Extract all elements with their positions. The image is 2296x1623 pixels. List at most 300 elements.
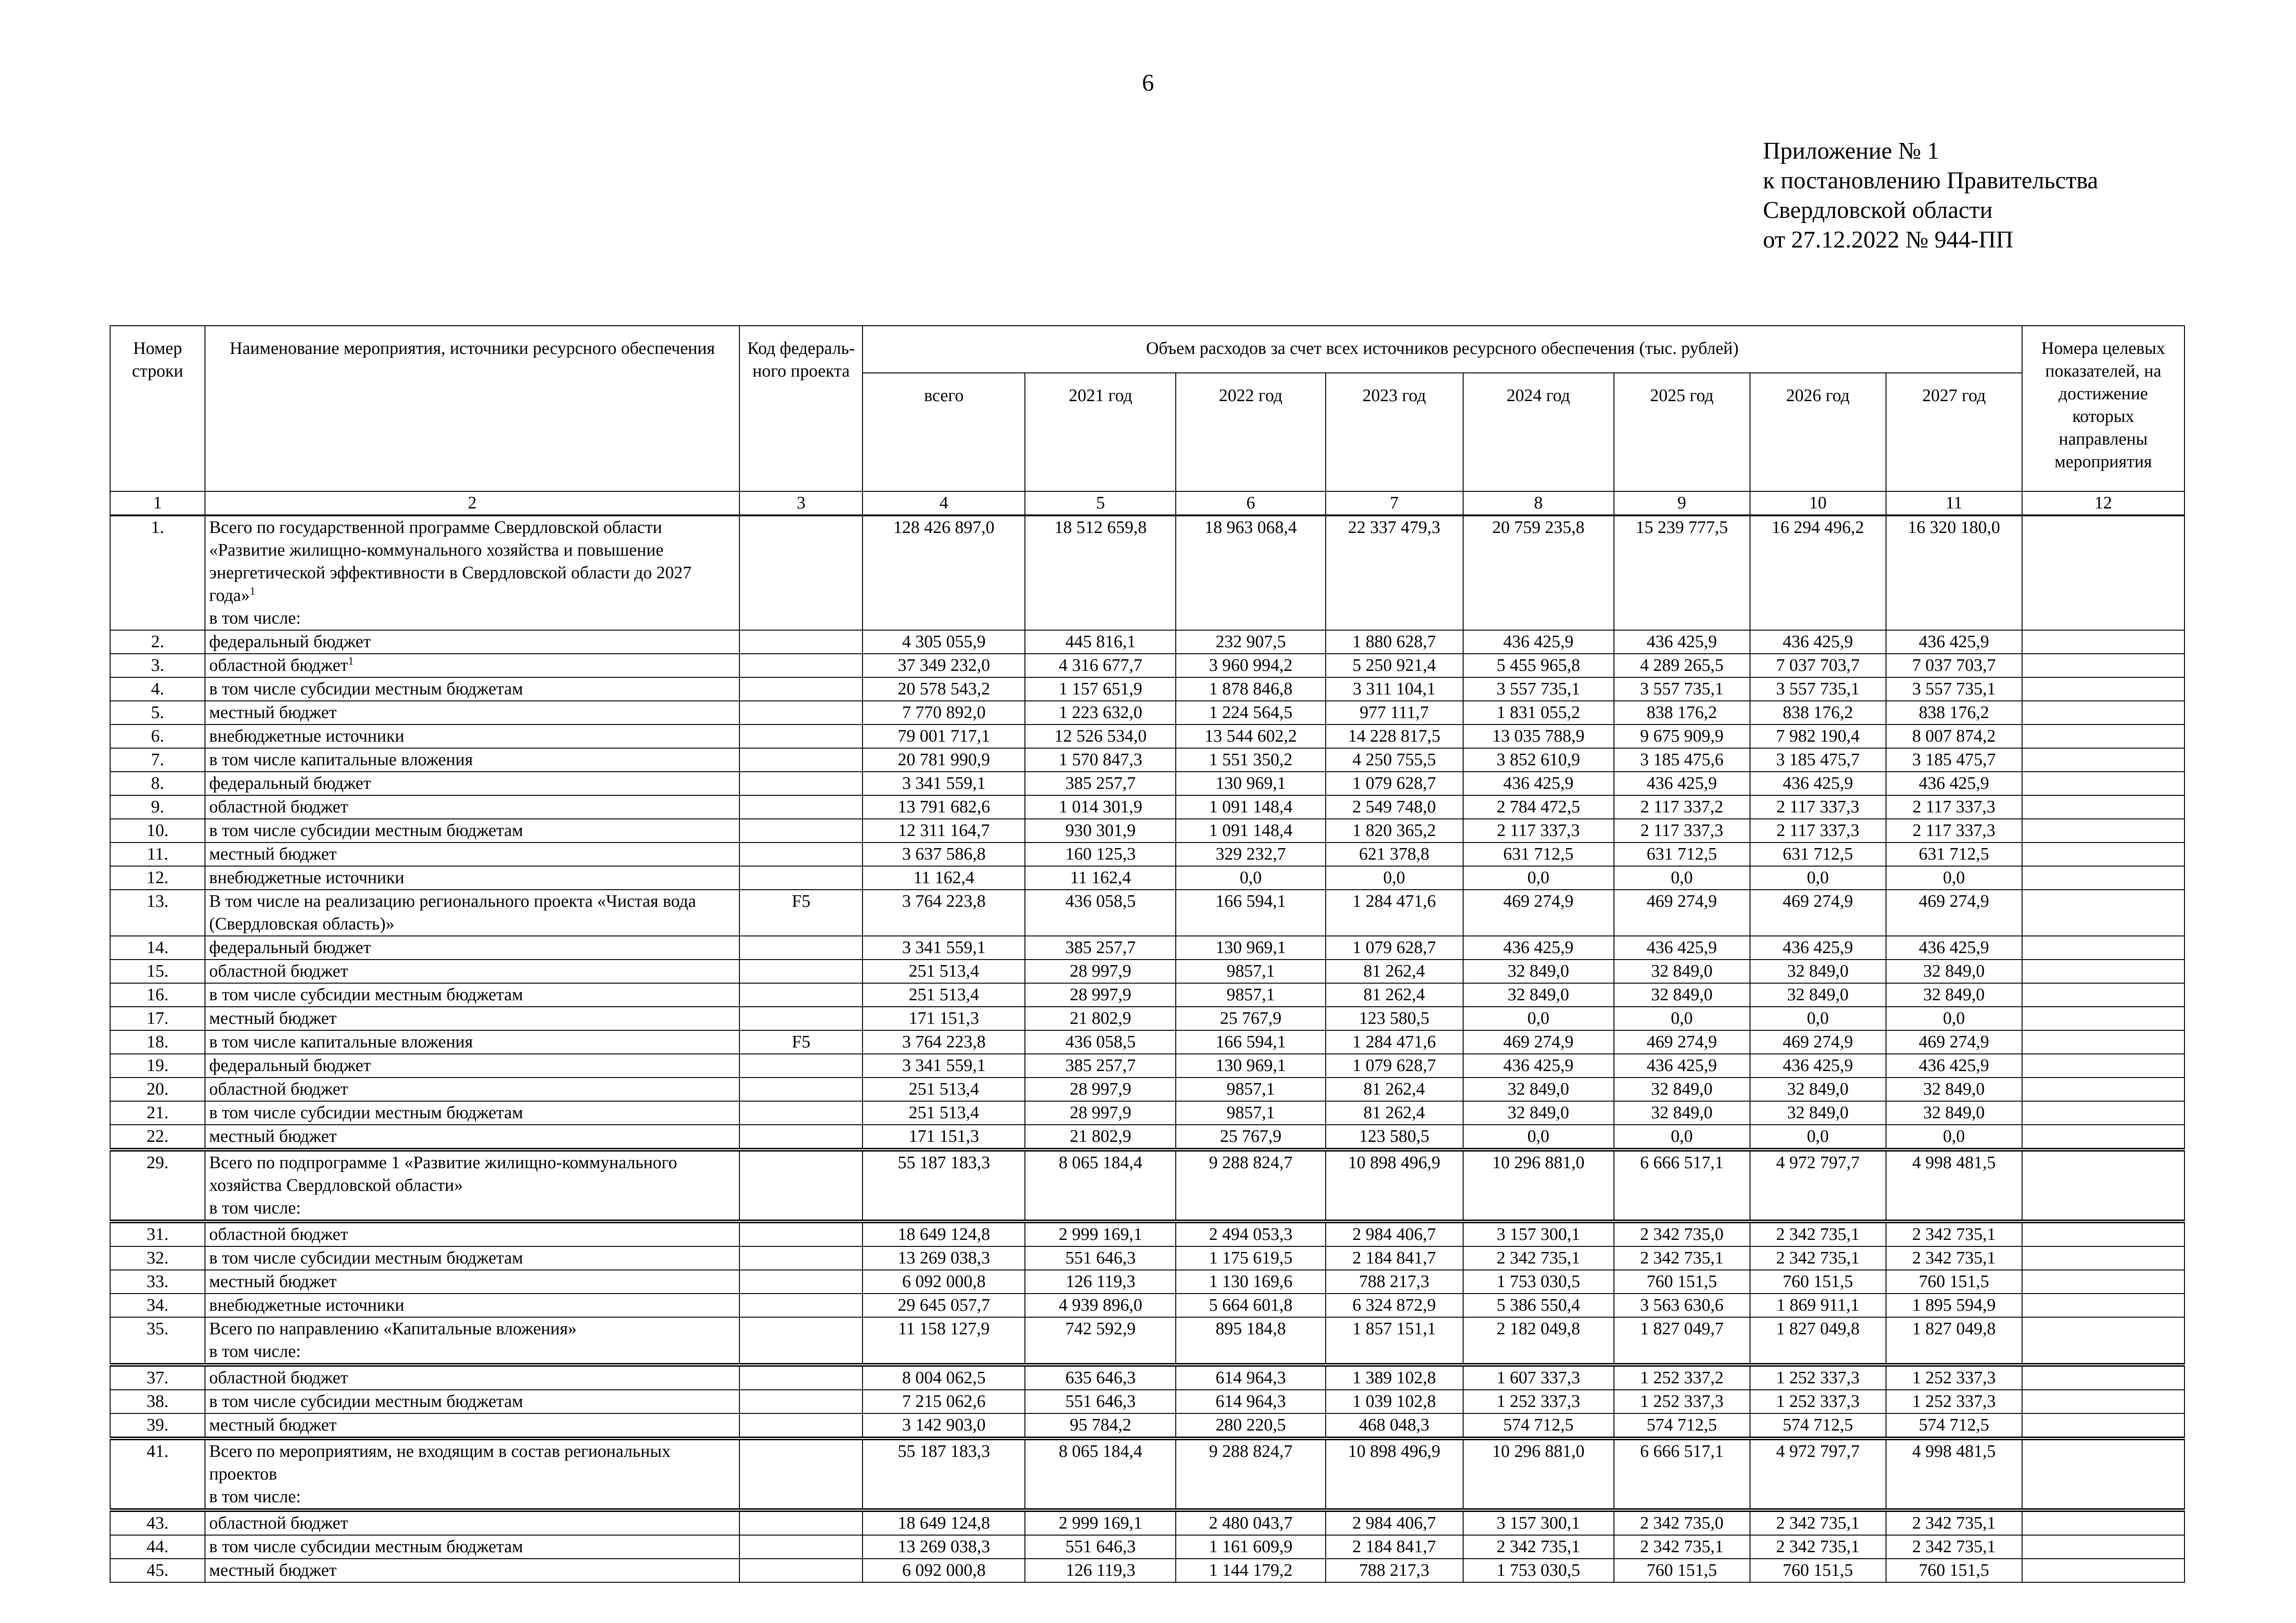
- value-year: 1 252 337,3: [1886, 1365, 2022, 1390]
- value-year: 1 161 609,9: [1176, 1535, 1325, 1559]
- row-name: [205, 890, 739, 936]
- value-year: 895 184,8: [1176, 1317, 1325, 1365]
- table-row: [110, 1125, 2184, 1150]
- row-name-text: федеральный бюджет: [209, 632, 371, 651]
- value-year: 5 386 550,4: [1463, 1294, 1614, 1317]
- value-year: 1 079 628,7: [1326, 772, 1463, 795]
- value-year: 32 849,0: [1463, 1078, 1614, 1101]
- value-year: 2 117 337,3: [1886, 795, 2022, 819]
- value-year: 4 972 797,7: [1750, 1438, 1886, 1510]
- table-row: [110, 1390, 2184, 1413]
- value-year: 1 389 102,8: [1326, 1365, 1463, 1390]
- value-year: 81 262,4: [1326, 1101, 1463, 1125]
- table-row: [110, 819, 2184, 842]
- federal-code: [739, 701, 863, 725]
- value-year: 3 185 475,6: [1614, 748, 1750, 772]
- table-row: [110, 960, 2184, 983]
- value-year: 1 014 301,9: [1025, 795, 1176, 819]
- row-name: [205, 630, 739, 654]
- value-year: 614 964,3: [1176, 1365, 1325, 1390]
- row-name-text: федеральный бюджет: [209, 774, 371, 793]
- target-indicators: [2022, 866, 2184, 890]
- target-indicators: [2022, 1294, 2184, 1317]
- value-year: 8 007 874,2: [1886, 725, 2022, 748]
- value-year: 436 425,9: [1886, 1054, 2022, 1078]
- target-indicators: [2022, 1535, 2184, 1559]
- table-row: [110, 1221, 2184, 1246]
- row-name-text: внебюджетные источники: [209, 868, 404, 887]
- value-year: 551 646,3: [1025, 1246, 1176, 1270]
- value-year: 2 117 337,3: [1614, 819, 1750, 842]
- value-year: 130 969,1: [1176, 772, 1325, 795]
- row-name-text: областной бюджет: [209, 1513, 348, 1533]
- value-year: 635 646,3: [1025, 1365, 1176, 1390]
- table-row: [110, 795, 2184, 819]
- value-year: 2 342 735,0: [1614, 1221, 1750, 1246]
- value-total: 3 637 586,8: [863, 842, 1025, 866]
- row-name-text: областной бюджет: [209, 961, 348, 981]
- table-row: [110, 701, 2184, 725]
- value-year: 28 997,9: [1025, 1101, 1176, 1125]
- row-name-text: федеральный бюджет: [209, 1056, 371, 1075]
- value-year: 0,0: [1886, 1007, 2022, 1030]
- value-year: 930 301,9: [1025, 819, 1176, 842]
- value-year: 469 274,9: [1886, 890, 2022, 936]
- appendix-heading: [1763, 136, 2098, 255]
- value-total: 128 426 897,0: [863, 515, 1025, 630]
- value-year: 1 570 847,3: [1025, 748, 1176, 772]
- header-row-number: Номер строки: [110, 326, 205, 491]
- value-year: 4 998 481,5: [1886, 1438, 2022, 1510]
- federal-code: [739, 1510, 863, 1535]
- value-year: 469 274,9: [1614, 890, 1750, 936]
- row-name-text: В том числе на реализацию регионального проекта «Чистая вода (Свердловская область)»: [209, 892, 696, 934]
- column-number: 8: [1463, 491, 1614, 515]
- value-year: 760 151,5: [1886, 1270, 2022, 1294]
- row-name: [205, 936, 739, 960]
- value-year: 1 157 651,9: [1025, 677, 1176, 701]
- value-year: 1 079 628,7: [1326, 936, 1463, 960]
- value-year: 436 425,9: [1463, 1054, 1614, 1078]
- row-number: 13.: [110, 890, 205, 936]
- column-number: 1: [110, 491, 205, 515]
- federal-code: [739, 960, 863, 983]
- row-name: [205, 842, 739, 866]
- value-year: 5 455 965,8: [1463, 654, 1614, 677]
- value-total: 3 764 223,8: [863, 890, 1025, 936]
- value-year: 32 849,0: [1750, 983, 1886, 1007]
- row-name: [205, 1559, 739, 1582]
- value-year: 760 151,5: [1614, 1559, 1750, 1582]
- target-indicators: [2022, 1101, 2184, 1125]
- value-year: 15 239 777,5: [1614, 515, 1750, 630]
- value-year: 760 151,5: [1886, 1559, 2022, 1582]
- value-year: 32 849,0: [1750, 1078, 1886, 1101]
- value-year: 20 759 235,8: [1463, 515, 1614, 630]
- target-indicators: [2022, 1125, 2184, 1150]
- footnote-mark: 1: [249, 585, 255, 598]
- row-name-text: Всего по направлению «Капитальные вложения»: [209, 1319, 577, 1338]
- value-year: 2 549 748,0: [1326, 795, 1463, 819]
- federal-code: [739, 866, 863, 890]
- target-indicators: [2022, 936, 2184, 960]
- target-indicators: [2022, 1438, 2184, 1510]
- header-row: [110, 326, 2184, 373]
- header-year: 2023 год: [1326, 373, 1463, 491]
- value-year: 9857,1: [1176, 983, 1325, 1007]
- row-name: [205, 1270, 739, 1294]
- target-indicators: [2022, 677, 2184, 701]
- value-year: 32 849,0: [1886, 983, 2022, 1007]
- row-number: 22.: [110, 1125, 205, 1150]
- value-year: 1 827 049,7: [1614, 1317, 1750, 1365]
- value-year: 468 048,3: [1326, 1413, 1463, 1438]
- column-numbers-row: [110, 491, 2184, 515]
- row-name-text: федеральный бюджет: [209, 938, 371, 957]
- column-number: 11: [1886, 491, 2022, 515]
- value-year: 0,0: [1750, 1007, 1886, 1030]
- value-year: 0,0: [1326, 866, 1463, 890]
- value-year: 18 512 659,8: [1025, 515, 1176, 630]
- row-number: 16.: [110, 983, 205, 1007]
- row-number: 45.: [110, 1559, 205, 1582]
- value-year: 2 182 049,8: [1463, 1317, 1614, 1365]
- value-year: 1 091 148,4: [1176, 795, 1325, 819]
- value-year: 25 767,9: [1176, 1125, 1325, 1150]
- page-number: 6: [1142, 70, 1154, 96]
- header-year: 2027 год: [1886, 373, 2022, 491]
- row-name: [205, 1413, 739, 1438]
- value-year: 130 969,1: [1176, 1054, 1325, 1078]
- value-total: 79 001 717,1: [863, 725, 1025, 748]
- row-number: 6.: [110, 725, 205, 748]
- value-year: 1 753 030,5: [1463, 1270, 1614, 1294]
- row-name-text: местный бюджет: [209, 1127, 337, 1146]
- value-year: 4 250 755,5: [1326, 748, 1463, 772]
- target-indicators: [2022, 1270, 2184, 1294]
- value-year: 2 342 735,1: [1614, 1246, 1750, 1270]
- row-name: [205, 795, 739, 819]
- value-total: 3 764 223,8: [863, 1030, 1025, 1054]
- table-row: [110, 1413, 2184, 1438]
- row-name: [205, 1390, 739, 1413]
- value-total: 20 781 990,9: [863, 748, 1025, 772]
- value-year: 0,0: [1886, 1125, 2022, 1150]
- federal-code: [739, 772, 863, 795]
- value-year: 2 117 337,3: [1750, 819, 1886, 842]
- value-year: 1 895 594,9: [1886, 1294, 2022, 1317]
- value-year: 5 664 601,8: [1176, 1294, 1325, 1317]
- value-year: 1 284 471,6: [1326, 1030, 1463, 1054]
- value-year: 32 849,0: [1463, 960, 1614, 983]
- row-number: 15.: [110, 960, 205, 983]
- target-indicators: [2022, 772, 2184, 795]
- value-year: 0,0: [1463, 866, 1614, 890]
- value-year: 574 712,5: [1614, 1413, 1750, 1438]
- value-year: 81 262,4: [1326, 960, 1463, 983]
- header-total: всего: [863, 373, 1025, 491]
- row-name-text: областной бюджет: [209, 1368, 348, 1388]
- value-year: 469 274,9: [1463, 1030, 1614, 1054]
- value-year: 2 999 169,1: [1025, 1510, 1176, 1535]
- value-year: 7 037 703,7: [1886, 654, 2022, 677]
- table-row: [110, 1101, 2184, 1125]
- value-year: 13 035 788,9: [1463, 725, 1614, 748]
- value-year: 631 712,5: [1614, 842, 1750, 866]
- header-federal-code: Код федераль-ного проекта: [739, 326, 863, 491]
- value-year: 16 294 496,2: [1750, 515, 1886, 630]
- value-year: 9 288 824,7: [1176, 1150, 1325, 1221]
- target-indicators: [2022, 1317, 2184, 1365]
- federal-code: [739, 1438, 863, 1510]
- row-name: [205, 677, 739, 701]
- row-name-text: областной бюджет: [209, 797, 348, 817]
- table-row: [110, 1510, 2184, 1535]
- value-year: 5 250 921,4: [1326, 654, 1463, 677]
- value-year: 631 712,5: [1886, 842, 2022, 866]
- value-total: 11 162,4: [863, 866, 1025, 890]
- row-number: 7.: [110, 748, 205, 772]
- value-year: 10 296 881,0: [1463, 1150, 1614, 1221]
- header-year: 2021 год: [1025, 373, 1176, 491]
- table-row: [110, 1054, 2184, 1078]
- value-year: 2 117 337,2: [1614, 795, 1750, 819]
- value-year: 436 425,9: [1614, 772, 1750, 795]
- value-year: 838 176,2: [1614, 701, 1750, 725]
- column-number: 3: [739, 491, 863, 515]
- value-year: 2 494 053,3: [1176, 1221, 1325, 1246]
- row-name: [205, 1221, 739, 1246]
- value-year: 28 997,9: [1025, 983, 1176, 1007]
- target-indicators: [2022, 890, 2184, 936]
- value-year: 436 058,5: [1025, 1030, 1176, 1054]
- column-number: 9: [1614, 491, 1750, 515]
- row-number: 14.: [110, 936, 205, 960]
- value-year: 32 849,0: [1463, 1101, 1614, 1125]
- header-year: 2022 год: [1176, 373, 1325, 491]
- row-name-text: внебюджетные источники: [209, 1295, 404, 1315]
- value-year: 7 982 190,4: [1750, 725, 1886, 748]
- federal-code: [739, 1246, 863, 1270]
- value-year: 385 257,7: [1025, 772, 1176, 795]
- row-name: [205, 1294, 739, 1317]
- value-total: 7 215 062,6: [863, 1390, 1025, 1413]
- value-year: 1 820 365,2: [1326, 819, 1463, 842]
- value-total: 3 142 903,0: [863, 1413, 1025, 1438]
- value-year: 10 898 496,9: [1326, 1438, 1463, 1510]
- value-year: 1 144 179,2: [1176, 1559, 1325, 1582]
- row-name-text: в том числе субсидии местным бюджетам: [209, 1537, 523, 1556]
- value-year: 22 337 479,3: [1326, 515, 1463, 630]
- target-indicators: [2022, 515, 2184, 630]
- value-year: 232 907,5: [1176, 630, 1325, 654]
- value-year: 2 117 337,3: [1886, 819, 2022, 842]
- target-indicators: [2022, 795, 2184, 819]
- column-number: 7: [1326, 491, 1463, 515]
- row-number: 12.: [110, 866, 205, 890]
- row-name-text: областной бюджет: [209, 1225, 348, 1244]
- value-year: 1 252 337,3: [1614, 1390, 1750, 1413]
- row-name: [205, 772, 739, 795]
- row-name-text: в том числе субсидии местным бюджетам: [209, 985, 523, 1004]
- value-total: 13 269 038,3: [863, 1535, 1025, 1559]
- table-row: [110, 515, 2184, 630]
- value-year: 551 646,3: [1025, 1390, 1176, 1413]
- value-year: 1 079 628,7: [1326, 1054, 1463, 1078]
- federal-code: [739, 654, 863, 677]
- row-number: 8.: [110, 772, 205, 795]
- row-number: 44.: [110, 1535, 205, 1559]
- target-indicators: [2022, 1246, 2184, 1270]
- value-year: 1 857 151,1: [1326, 1317, 1463, 1365]
- row-number: 17.: [110, 1007, 205, 1030]
- row-name-text: в том числе субсидии местным бюджетам: [209, 679, 523, 699]
- table-row: [110, 890, 2184, 936]
- target-indicators: [2022, 1054, 2184, 1078]
- value-year: 126 119,3: [1025, 1270, 1176, 1294]
- header-year: 2025 год: [1614, 373, 1750, 491]
- row-name-text: местный бюджет: [209, 703, 337, 722]
- target-indicators: [2022, 1150, 2184, 1221]
- budget-table: [110, 325, 2185, 1583]
- value-year: 2 342 735,1: [1750, 1246, 1886, 1270]
- value-year: 4 939 896,0: [1025, 1294, 1176, 1317]
- value-year: 0,0: [1750, 866, 1886, 890]
- value-year: 2 342 735,1: [1750, 1221, 1886, 1246]
- row-subtitle: в том числе:: [209, 1487, 301, 1506]
- value-year: 551 646,3: [1025, 1535, 1176, 1559]
- row-name: [205, 748, 739, 772]
- row-name: [205, 1125, 739, 1150]
- value-year: 28 997,9: [1025, 1078, 1176, 1101]
- row-number: 10.: [110, 819, 205, 842]
- value-year: 445 816,1: [1025, 630, 1176, 654]
- value-year: 2 342 735,1: [1886, 1246, 2022, 1270]
- value-year: 4 998 481,5: [1886, 1150, 2022, 1221]
- value-year: 1 039 102,8: [1326, 1390, 1463, 1413]
- row-name: [205, 1317, 739, 1365]
- value-year: 1 284 471,6: [1326, 890, 1463, 936]
- table-row: [110, 654, 2184, 677]
- target-indicators: [2022, 1390, 2184, 1413]
- value-total: 13 791 682,6: [863, 795, 1025, 819]
- value-year: 9857,1: [1176, 1101, 1325, 1125]
- row-number: 21.: [110, 1101, 205, 1125]
- row-name: [205, 866, 739, 890]
- table-row: [110, 1150, 2184, 1221]
- table-row: [110, 1007, 2184, 1030]
- row-number: 35.: [110, 1317, 205, 1365]
- table-row: [110, 1294, 2184, 1317]
- federal-code: [739, 1294, 863, 1317]
- row-name: [205, 960, 739, 983]
- value-year: 9 288 824,7: [1176, 1438, 1325, 1510]
- table-row: [110, 1246, 2184, 1270]
- value-year: 0,0: [1463, 1125, 1614, 1150]
- value-year: 8 065 184,4: [1025, 1438, 1176, 1510]
- value-year: 13 544 602,2: [1176, 725, 1325, 748]
- target-indicators: [2022, 1030, 2184, 1054]
- value-year: 1 252 337,3: [1463, 1390, 1614, 1413]
- value-year: 760 151,5: [1750, 1270, 1886, 1294]
- federal-code: [739, 1317, 863, 1365]
- value-year: 760 151,5: [1750, 1559, 1886, 1582]
- target-indicators: [2022, 725, 2184, 748]
- value-year: 0,0: [1614, 1007, 1750, 1030]
- target-indicators: [2022, 819, 2184, 842]
- row-name: [205, 1007, 739, 1030]
- value-year: 8 065 184,4: [1025, 1150, 1176, 1221]
- federal-code: [739, 983, 863, 1007]
- value-year: 3 185 475,7: [1750, 748, 1886, 772]
- value-year: 2 342 735,1: [1886, 1510, 2022, 1535]
- value-year: 2 999 169,1: [1025, 1221, 1176, 1246]
- value-year: 2 984 406,7: [1326, 1510, 1463, 1535]
- value-year: 32 849,0: [1614, 960, 1750, 983]
- row-name: [205, 1510, 739, 1535]
- federal-code: [739, 1007, 863, 1030]
- value-year: 1 252 337,2: [1614, 1365, 1750, 1390]
- value-year: 1 827 049,8: [1750, 1317, 1886, 1365]
- value-year: 16 320 180,0: [1886, 515, 2022, 630]
- header-target-indicators: Номера целевых показателей, на достижение которых направлены мероприятия: [2022, 326, 2184, 491]
- value-year: 436 425,9: [1463, 630, 1614, 654]
- value-year: 631 712,5: [1750, 842, 1886, 866]
- value-total: 8 004 062,5: [863, 1365, 1025, 1390]
- value-year: 1 551 350,2: [1176, 748, 1325, 772]
- row-name-text: областной бюджет: [209, 656, 348, 675]
- value-year: 166 594,1: [1176, 1030, 1325, 1054]
- value-year: 621 378,8: [1326, 842, 1463, 866]
- row-name: [205, 1054, 739, 1078]
- federal-code: [739, 1221, 863, 1246]
- value-year: 436 425,9: [1614, 630, 1750, 654]
- row-name-text: внебюджетные источники: [209, 726, 404, 746]
- row-name: [205, 1438, 739, 1510]
- value-year: 280 220,5: [1176, 1413, 1325, 1438]
- row-number: 43.: [110, 1510, 205, 1535]
- row-name-text: местный бюджет: [209, 1561, 337, 1580]
- value-year: 329 232,7: [1176, 842, 1325, 866]
- value-total: 13 269 038,3: [863, 1246, 1025, 1270]
- row-name-text: местный бюджет: [209, 1415, 337, 1435]
- value-year: 469 274,9: [1614, 1030, 1750, 1054]
- table-row: [110, 725, 2184, 748]
- value-year: 436 058,5: [1025, 890, 1176, 936]
- value-total: 171 151,3: [863, 1125, 1025, 1150]
- table-row: [110, 1270, 2184, 1294]
- value-year: 469 274,9: [1750, 1030, 1886, 1054]
- column-number: 6: [1176, 491, 1325, 515]
- value-year: 614 964,3: [1176, 1390, 1325, 1413]
- value-year: 574 712,5: [1886, 1413, 2022, 1438]
- table-row: [110, 630, 2184, 654]
- target-indicators: [2022, 1365, 2184, 1390]
- table-row: [110, 772, 2184, 795]
- appendix-line: от 27.12.2022 № 944-ПП: [1763, 227, 2014, 253]
- federal-code: [739, 842, 863, 866]
- header-expenses-group: Объем расходов за счет всех источников ресурсного обеспечения (тыс. рублей): [863, 326, 2022, 373]
- value-year: 9857,1: [1176, 960, 1325, 983]
- value-year: 3 185 475,7: [1886, 748, 2022, 772]
- appendix-line: к постановлению Правительства: [1763, 167, 2098, 194]
- row-number: 20.: [110, 1078, 205, 1101]
- value-total: 18 649 124,8: [863, 1510, 1025, 1535]
- appendix-line: Приложение № 1: [1763, 138, 1939, 164]
- row-name-text: областной бюджет: [209, 1079, 348, 1099]
- row-number: 5.: [110, 701, 205, 725]
- value-year: 9857,1: [1176, 1078, 1325, 1101]
